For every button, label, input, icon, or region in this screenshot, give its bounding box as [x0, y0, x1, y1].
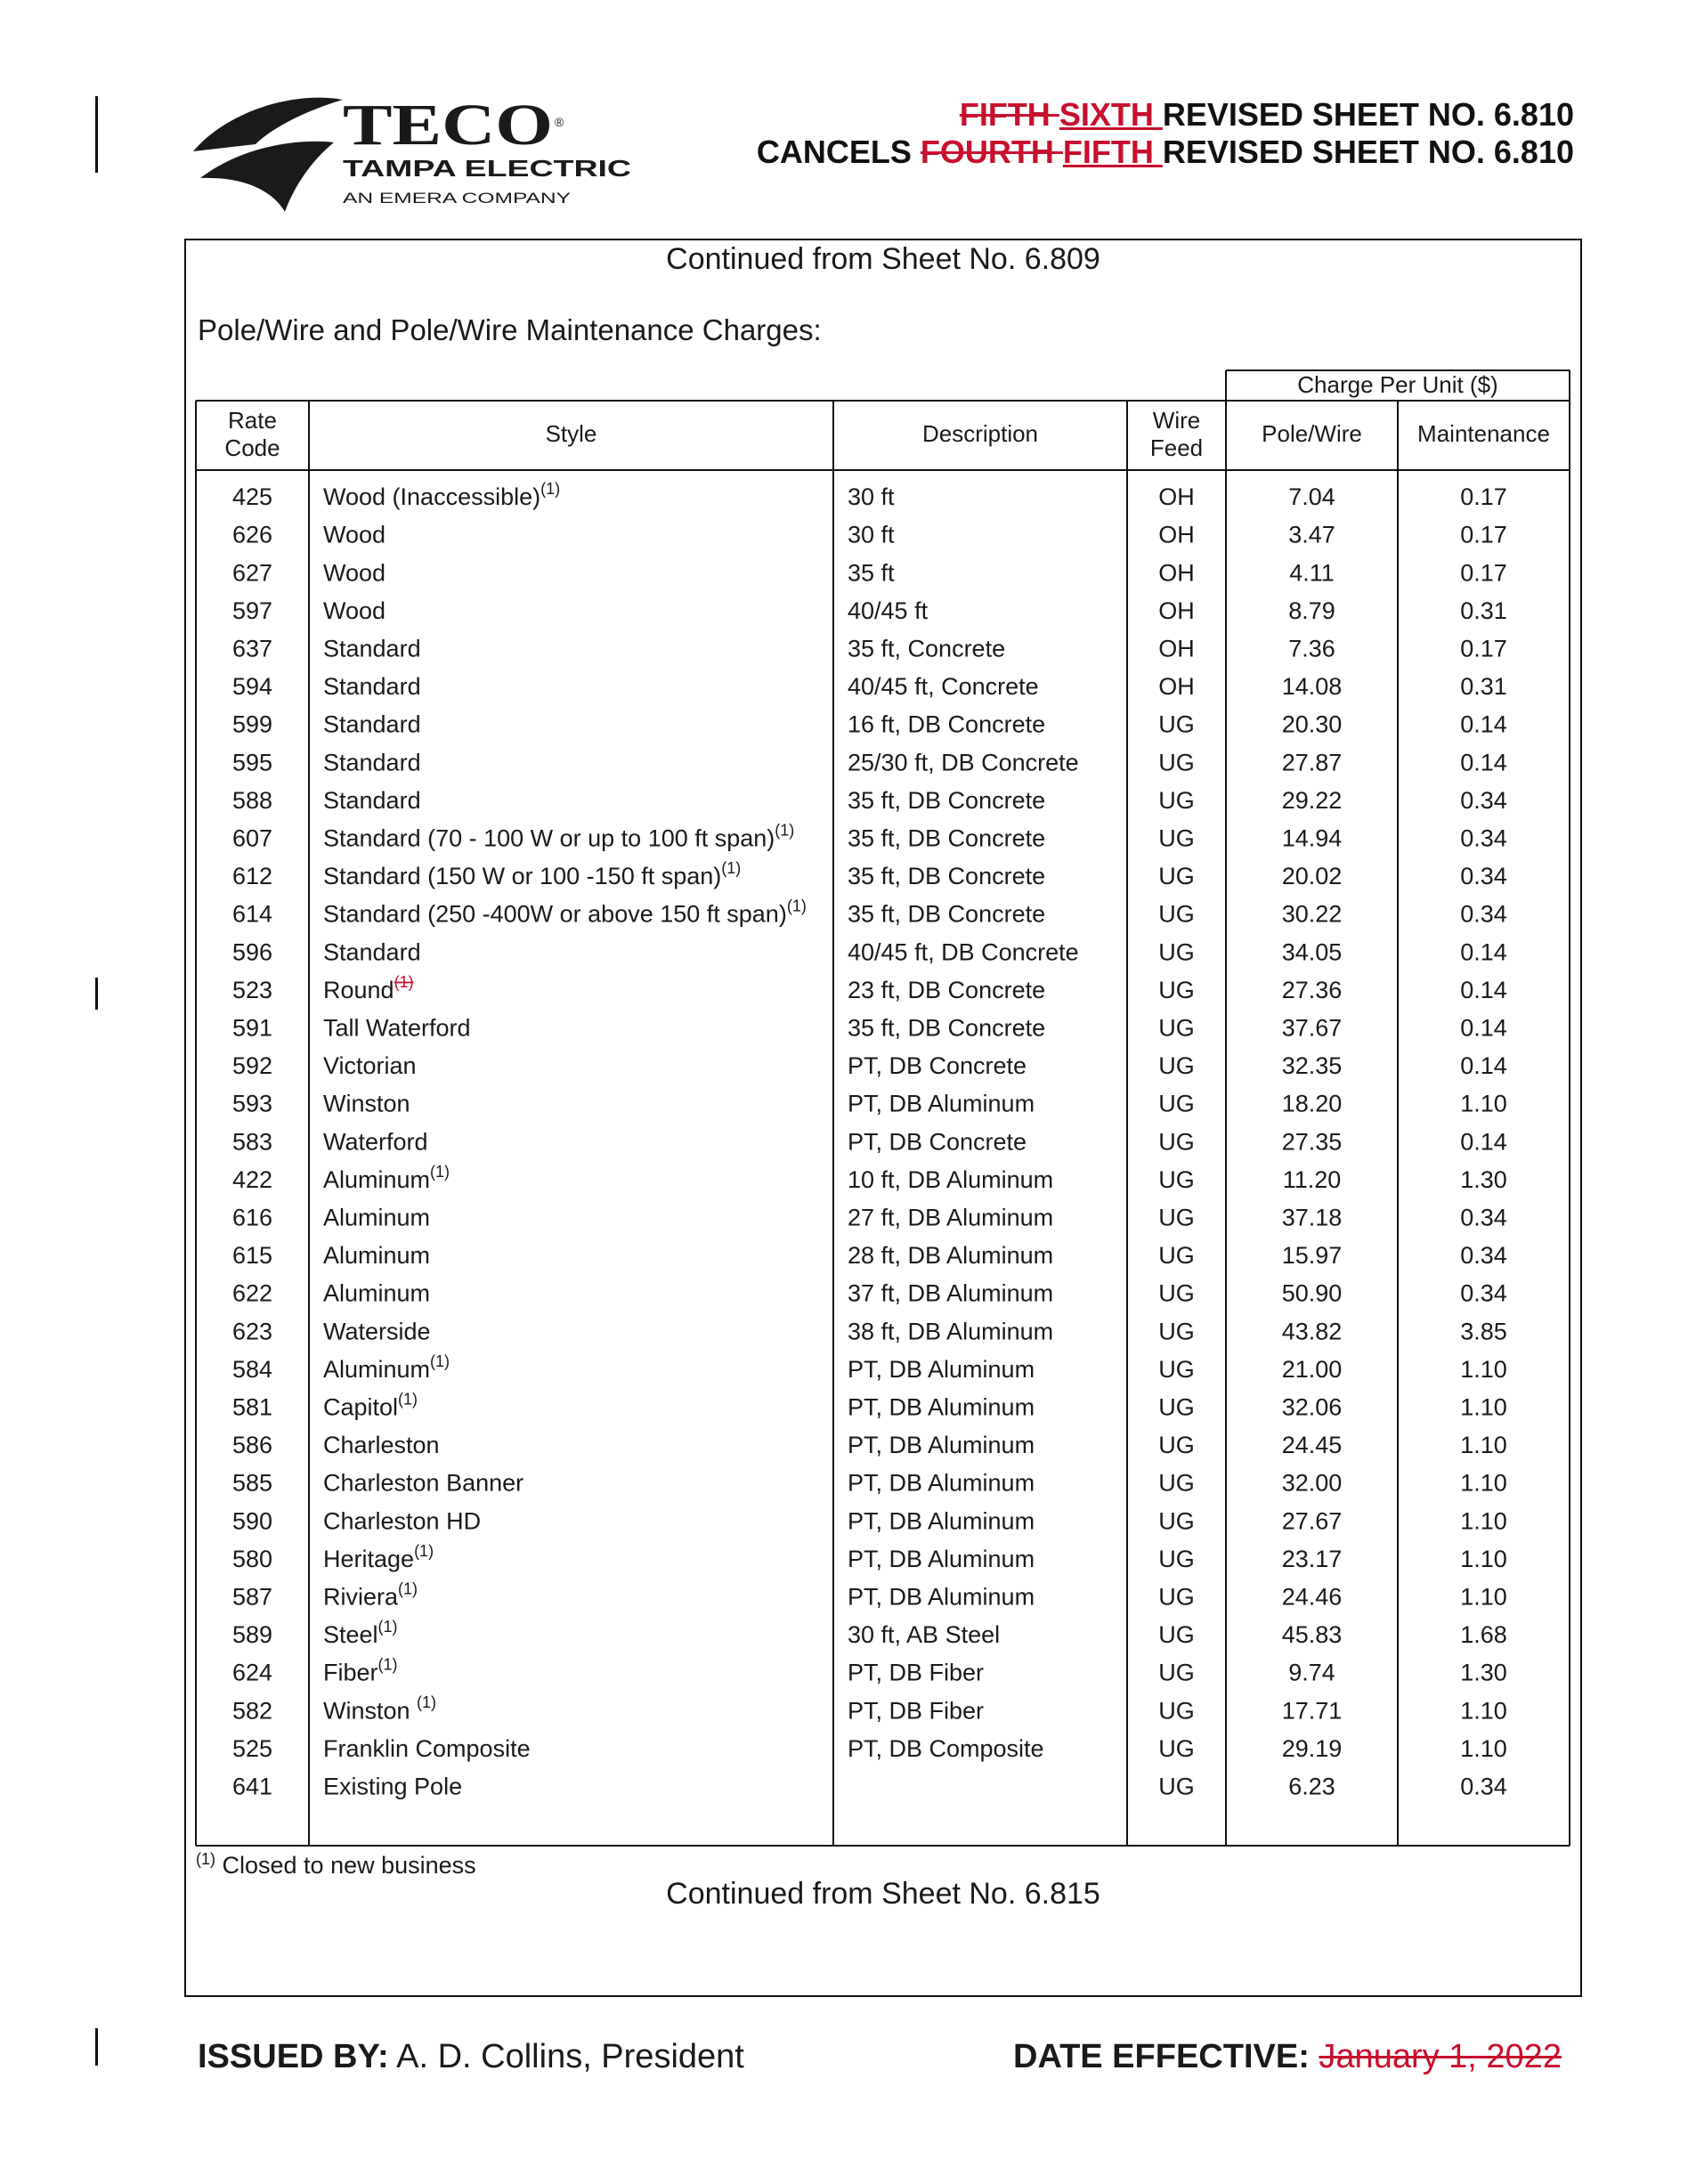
cell-pole-wire: 27.36 — [1281, 976, 1343, 1003]
cell-rate-code: 641 — [231, 1773, 273, 1800]
footnote-ref: (1) — [377, 1655, 398, 1674]
cell-style: Standard (150 W or 100 -150 ft span)$^{(1)}$ — [323, 858, 742, 890]
footnote-ref: (1) — [414, 1541, 434, 1560]
logo-trademark: ® — [555, 115, 564, 129]
cell-style: Standard — [323, 786, 421, 814]
cell-maintenance: 0.34 — [1460, 863, 1507, 890]
cell-style: Standard (70 - 100 W or up to 100 ft span)$^{(1)}$ — [323, 821, 795, 852]
cell-wire-feed: OH — [1158, 673, 1195, 701]
cell-pole-wire: 29.22 — [1281, 786, 1343, 814]
cell-rate-code: 592 — [231, 1052, 273, 1080]
cell-description: 35 ft, DB Concrete — [848, 786, 1046, 814]
cell-maintenance: 0.17 — [1460, 635, 1507, 662]
cell-description: 40/45 ft — [848, 597, 929, 624]
cell-style: Standard — [323, 635, 421, 662]
cell-pole-wire: 6.23 — [1288, 1773, 1335, 1800]
cell-wire-feed: UG — [1158, 900, 1195, 928]
cell-maintenance: 0.31 — [1460, 597, 1507, 624]
cell-wire-feed: OH — [1158, 559, 1195, 587]
issued-by-label: ISSUED BY: — [198, 2038, 389, 2075]
cell-wire-feed: UG — [1158, 1659, 1195, 1686]
cell-maintenance: 0.14 — [1460, 1128, 1507, 1156]
footnote-ref: (1) — [394, 972, 414, 991]
cell-pole-wire: 34.05 — [1281, 938, 1343, 966]
cell-rate-code: 622 — [231, 1279, 273, 1307]
cell-description: 23 ft, DB Concrete — [848, 976, 1046, 1003]
cell-pole-wire: 7.36 — [1288, 635, 1335, 662]
cell-maintenance: 1.10 — [1460, 1507, 1507, 1535]
footnote — [196, 1850, 476, 1880]
cell-description: PT, DB Fiber — [848, 1659, 985, 1686]
date-effective-label: DATE EFFECTIVE: — [1013, 2038, 1310, 2075]
cell-wire-feed: UG — [1158, 1583, 1195, 1611]
cell-rate-code: 637 — [231, 635, 273, 662]
cell-description: PT, DB Aluminum — [848, 1545, 1035, 1572]
cell-wire-feed: UG — [1158, 1469, 1195, 1497]
cell-description: PT, DB Aluminum — [848, 1583, 1035, 1611]
cell-maintenance: 0.34 — [1460, 786, 1507, 814]
cell-wire-feed: OH — [1158, 597, 1195, 624]
cell-style: Aluminum — [323, 1242, 431, 1270]
footnote-ref: (1) — [417, 1693, 437, 1711]
cell-style: Standard (250 -400W or above 150 ft span)$^{(1)}$ — [323, 897, 807, 928]
cell-wire-feed: UG — [1158, 1014, 1195, 1042]
cell-maintenance: 0.34 — [1460, 824, 1507, 852]
cell-wire-feed: UG — [1158, 1052, 1195, 1080]
cell-rate-code: 615 — [231, 1242, 273, 1270]
cell-style: Aluminum$^{(1)}$ — [323, 1352, 450, 1383]
cell-maintenance: 0.34 — [1460, 1242, 1507, 1270]
cell-maintenance: 1.30 — [1460, 1165, 1507, 1193]
cell-rate-code: 627 — [231, 559, 273, 587]
cell-rate-code: 597 — [231, 597, 273, 624]
section-title: Pole/Wire and Pole/Wire Maintenance Charges: — [198, 313, 822, 346]
cell-pole-wire: 14.94 — [1281, 824, 1343, 852]
cell-wire-feed: UG — [1158, 710, 1195, 738]
cell-style: Standard — [323, 938, 421, 966]
col-header-style: Style — [545, 419, 597, 447]
cell-pole-wire: 24.45 — [1281, 1432, 1343, 1459]
cell-wire-feed: UG — [1158, 1545, 1195, 1572]
cell-style: Capitol$^{(1)}$ — [323, 1390, 418, 1421]
cell-pole-wire: 8.79 — [1288, 597, 1335, 624]
cell-rate-code: 614 — [231, 900, 273, 928]
col-header-rate-code-line2: Code — [224, 434, 280, 461]
cell-pole-wire: 29.19 — [1281, 1734, 1343, 1762]
date-effective — [1013, 2038, 1562, 2076]
continued-from-bottom: Continued from Sheet No. 6.815 — [666, 1877, 1100, 1911]
cell-maintenance: 0.34 — [1460, 1204, 1507, 1231]
cell-wire-feed: OH — [1158, 635, 1195, 662]
cell-pole-wire: 37.67 — [1281, 1014, 1343, 1042]
cell-maintenance: 3.85 — [1460, 1318, 1507, 1345]
cell-rate-code: 585 — [231, 1469, 273, 1497]
col-header-maintenance: Maintenance — [1417, 419, 1550, 447]
cell-wire-feed: UG — [1158, 824, 1195, 852]
cell-style: Charleston HD — [323, 1507, 482, 1535]
cell-maintenance: 1.68 — [1460, 1621, 1507, 1649]
cell-style: Wood — [323, 559, 386, 587]
cell-wire-feed: UG — [1158, 1355, 1195, 1383]
cell-description: 28 ft, DB Aluminum — [848, 1242, 1054, 1270]
cell-description: 27 ft, DB Aluminum — [848, 1204, 1054, 1231]
cell-rate-code: 581 — [231, 1393, 273, 1421]
cell-wire-feed: UG — [1158, 786, 1195, 814]
cell-pole-wire: 18.20 — [1281, 1090, 1343, 1117]
cell-maintenance: 0.34 — [1460, 1773, 1507, 1800]
date-effective-value: January 1, 2022 — [1319, 2038, 1562, 2075]
cell-description: PT, DB Aluminum — [848, 1432, 1035, 1459]
cell-description: PT, DB Composite — [848, 1734, 1044, 1762]
cell-pole-wire: 45.83 — [1281, 1621, 1343, 1649]
cell-pole-wire: 27.87 — [1281, 749, 1343, 776]
cell-description: PT, DB Aluminum — [848, 1469, 1035, 1497]
group-header-label: Charge Per Unit ($) — [1297, 370, 1498, 398]
cell-style: Wood — [323, 597, 386, 624]
cell-description: 10 ft, DB Aluminum — [848, 1165, 1054, 1193]
cell-maintenance: 0.14 — [1460, 1014, 1507, 1042]
cell-style: Winston $^{(1)}$ — [323, 1693, 437, 1725]
cell-description: 25/30 ft, DB Concrete — [848, 749, 1079, 776]
cell-description: PT, DB Fiber — [848, 1697, 985, 1725]
cell-rate-code: 588 — [231, 786, 273, 814]
col-header-wire-feed-line2: Feed — [1149, 434, 1204, 461]
cell-style: Victorian — [323, 1052, 417, 1080]
col-header-description: Description — [921, 419, 1039, 447]
footnote-ref: (1) — [430, 1352, 450, 1370]
cell-pole-wire: 20.30 — [1281, 710, 1343, 738]
cell-rate-code: 583 — [231, 1128, 273, 1156]
cell-pole-wire: 50.90 — [1281, 1279, 1343, 1307]
cell-pole-wire: 32.35 — [1281, 1052, 1343, 1080]
cell-wire-feed: UG — [1158, 1165, 1195, 1193]
cell-rate-code: 582 — [231, 1697, 273, 1725]
cell-style: Standard — [323, 710, 421, 738]
col-header-wire-feed-line1: Wire — [1152, 406, 1201, 434]
cell-rate-code: 607 — [231, 824, 273, 852]
cell-wire-feed: UG — [1158, 1279, 1195, 1307]
cell-description: PT, DB Concrete — [848, 1052, 1027, 1080]
cell-maintenance: 1.30 — [1460, 1659, 1507, 1686]
logo-brand: TECO — [343, 93, 553, 158]
footnote-ref: (1) — [377, 1617, 398, 1636]
cell-style: Charleston Banner — [323, 1469, 524, 1497]
cell-wire-feed: UG — [1158, 1090, 1195, 1117]
cell-rate-code: 624 — [231, 1659, 273, 1686]
sheet-inserted-word: SIXTH — [1059, 96, 1163, 133]
cell-description: PT, DB Concrete — [848, 1128, 1027, 1156]
cell-wire-feed: UG — [1158, 1128, 1195, 1156]
logo-line1: TAMPA ELECTRIC — [343, 155, 632, 182]
cell-pole-wire: 32.06 — [1281, 1393, 1343, 1421]
cell-description: PT, DB Aluminum — [848, 1507, 1035, 1535]
footnote-ref: (1) — [430, 1162, 450, 1181]
cell-maintenance: 0.17 — [1460, 483, 1507, 511]
cell-style: Charleston — [323, 1432, 440, 1459]
cell-maintenance: 1.10 — [1460, 1545, 1507, 1572]
cell-rate-code: 612 — [231, 863, 273, 890]
footnote-text: Closed to new business — [215, 1852, 476, 1879]
cell-maintenance: 0.14 — [1460, 1052, 1507, 1080]
cell-rate-code: 580 — [231, 1545, 273, 1572]
cell-rate-code: 593 — [231, 1090, 273, 1117]
cell-pole-wire: 37.18 — [1281, 1204, 1343, 1231]
cell-wire-feed: UG — [1158, 1242, 1195, 1270]
cell-style: Fiber$^{(1)}$ — [323, 1655, 398, 1686]
cell-description: 30 ft — [848, 483, 895, 511]
cell-pole-wire: 32.00 — [1281, 1469, 1343, 1497]
cell-rate-code: 589 — [231, 1621, 273, 1649]
cell-description: 35 ft, DB Concrete — [848, 1014, 1046, 1042]
cell-rate-code: 590 — [231, 1507, 273, 1535]
cell-rate-code: 623 — [231, 1318, 273, 1345]
cell-style: Wood (Inaccessible)$^{(1)}$ — [323, 479, 561, 511]
footnote-ref: (1) — [540, 479, 561, 498]
cell-style: Steel$^{(1)}$ — [323, 1617, 398, 1649]
cell-wire-feed: UG — [1158, 863, 1195, 890]
logo-line2: AN EMERA COMPANY — [343, 190, 571, 207]
cell-maintenance: 0.17 — [1460, 521, 1507, 548]
cell-rate-code: 596 — [231, 938, 273, 966]
cell-description: 35 ft, DB Concrete — [848, 824, 1046, 852]
cell-description: 16 ft, DB Concrete — [848, 710, 1046, 738]
cell-style: Winston — [323, 1090, 410, 1117]
cell-wire-feed: OH — [1158, 521, 1195, 548]
cell-wire-feed: UG — [1158, 1621, 1195, 1649]
footnote-ref: (1) — [398, 1579, 418, 1598]
cell-rate-code: 626 — [231, 521, 273, 548]
cell-pole-wire: 17.71 — [1281, 1697, 1343, 1725]
cancels-inserted-word: FIFTH — [1062, 134, 1163, 170]
cell-rate-code: 584 — [231, 1355, 273, 1383]
cell-style: Tall Waterford — [323, 1014, 471, 1042]
cell-maintenance: 0.14 — [1460, 938, 1507, 966]
cell-maintenance: 0.17 — [1460, 559, 1507, 587]
cell-description: 40/45 ft, DB Concrete — [848, 938, 1079, 966]
cell-style: Riviera$^{(1)}$ — [323, 1579, 418, 1611]
cell-rate-code: 586 — [231, 1432, 273, 1459]
cell-maintenance: 0.34 — [1460, 1279, 1507, 1307]
cell-style: Wood — [323, 521, 386, 548]
cell-maintenance: 1.10 — [1460, 1090, 1507, 1117]
cell-pole-wire: 27.35 — [1281, 1128, 1343, 1156]
cell-rate-code: 594 — [231, 673, 273, 701]
issued-by-value: A. D. Collins, President — [396, 2038, 744, 2075]
cell-pole-wire: 15.97 — [1281, 1242, 1343, 1270]
continued-from-top: Continued from Sheet No. 6.809 — [666, 242, 1100, 276]
cell-style: Aluminum — [323, 1204, 431, 1231]
cell-wire-feed: UG — [1158, 1734, 1195, 1762]
cell-pole-wire: 24.46 — [1281, 1583, 1343, 1611]
cell-rate-code: 525 — [231, 1734, 273, 1762]
cell-wire-feed: UG — [1158, 1507, 1195, 1535]
cell-style: Existing Pole — [323, 1773, 463, 1800]
cell-description: 38 ft, DB Aluminum — [848, 1318, 1054, 1345]
cell-pole-wire: 7.04 — [1288, 483, 1335, 511]
footnote-ref: (1) — [721, 858, 742, 877]
cell-maintenance: 1.10 — [1460, 1583, 1507, 1611]
cell-rate-code: 422 — [231, 1165, 273, 1193]
cell-style: Waterford — [323, 1128, 428, 1156]
cell-wire-feed: UG — [1158, 1204, 1195, 1231]
cell-description: 30 ft — [848, 521, 895, 548]
cell-description: PT, DB Aluminum — [848, 1355, 1035, 1383]
cell-rate-code: 523 — [231, 976, 273, 1003]
cell-maintenance: 0.31 — [1460, 673, 1507, 701]
cell-description: 40/45 ft, Concrete — [848, 673, 1039, 701]
cell-maintenance: 0.14 — [1460, 976, 1507, 1003]
cell-wire-feed: OH — [1158, 483, 1195, 511]
cell-wire-feed: UG — [1158, 1432, 1195, 1459]
sheet-rest: REVISED SHEET NO. 6.810 — [1162, 96, 1574, 133]
cell-style: Aluminum — [323, 1279, 431, 1307]
cell-style: Heritage$^{(1)}$ — [323, 1541, 434, 1572]
cell-description: PT, DB Aluminum — [848, 1393, 1035, 1421]
cell-pole-wire: 20.02 — [1281, 863, 1343, 890]
cell-rate-code: 425 — [231, 483, 273, 511]
cell-pole-wire: 14.08 — [1281, 673, 1343, 701]
cell-description: 35 ft, Concrete — [848, 635, 1006, 662]
cancels-struck-word: FOURTH — [920, 134, 1063, 170]
cell-style: Waterside — [323, 1318, 431, 1345]
cell-rate-code: 599 — [231, 710, 273, 738]
cell-style: Franklin Composite — [323, 1734, 531, 1762]
cell-maintenance: 1.10 — [1460, 1469, 1507, 1497]
cell-maintenance: 1.10 — [1460, 1393, 1507, 1421]
cell-description: PT, DB Aluminum — [848, 1090, 1035, 1117]
cell-pole-wire: 30.22 — [1281, 900, 1343, 928]
cell-style: Aluminum$^{(1)}$ — [323, 1162, 450, 1193]
cell-description: 30 ft, AB Steel — [848, 1621, 1001, 1649]
cell-style: Standard — [323, 749, 421, 776]
footnote-ref: (1) — [786, 897, 807, 915]
sheet-struck-word: FIFTH — [959, 96, 1059, 133]
cell-wire-feed: UG — [1158, 938, 1195, 966]
cell-pole-wire: 43.82 — [1281, 1318, 1343, 1345]
cell-pole-wire: 11.20 — [1282, 1165, 1342, 1193]
cell-style: Round$^{(1)}$ — [323, 972, 414, 1003]
cell-wire-feed: UG — [1158, 976, 1195, 1003]
cell-rate-code: 591 — [231, 1014, 273, 1042]
cancels-rest: REVISED SHEET NO. 6.810 — [1162, 134, 1574, 170]
cell-rate-code: 595 — [231, 749, 273, 776]
col-header-pole-wire: Pole/Wire — [1262, 419, 1362, 447]
cell-wire-feed: UG — [1158, 1697, 1195, 1725]
cell-rate-code: 616 — [231, 1204, 273, 1231]
cell-maintenance: 1.10 — [1460, 1697, 1507, 1725]
cell-description: 37 ft, DB Aluminum — [848, 1279, 1054, 1307]
cell-pole-wire: 21.00 — [1281, 1355, 1343, 1383]
cell-wire-feed: UG — [1158, 1318, 1195, 1345]
footnote-ref: (1) — [398, 1390, 418, 1409]
cell-description: 35 ft, DB Concrete — [848, 863, 1046, 890]
cell-wire-feed: UG — [1158, 749, 1195, 776]
issued-by — [198, 2038, 744, 2076]
cell-pole-wire: 23.17 — [1281, 1545, 1343, 1572]
cell-pole-wire: 3.47 — [1288, 521, 1335, 548]
cell-rate-code: 587 — [231, 1583, 273, 1611]
cancels-prefix: CANCELS — [756, 134, 921, 170]
cell-maintenance: 0.14 — [1460, 710, 1507, 738]
cell-wire-feed: UG — [1158, 1393, 1195, 1421]
footnote-ref: (1) — [775, 821, 795, 840]
col-header-rate-code-line1: Rate — [228, 406, 277, 434]
cell-maintenance: 1.10 — [1460, 1432, 1507, 1459]
cell-maintenance: 1.10 — [1460, 1734, 1507, 1762]
cell-maintenance: 0.14 — [1460, 749, 1507, 776]
cell-pole-wire: 4.11 — [1289, 559, 1335, 587]
cell-wire-feed: UG — [1158, 1773, 1195, 1800]
cell-maintenance: 0.34 — [1460, 900, 1507, 928]
cell-style: Standard — [323, 673, 421, 701]
cell-pole-wire: 27.67 — [1281, 1507, 1343, 1535]
cell-pole-wire: 9.74 — [1288, 1659, 1335, 1686]
cell-description: 35 ft — [848, 559, 895, 587]
cell-description: 35 ft, DB Concrete — [848, 900, 1046, 928]
footnote-marker: (1) — [196, 1850, 215, 1868]
cell-maintenance: 1.10 — [1460, 1355, 1507, 1383]
